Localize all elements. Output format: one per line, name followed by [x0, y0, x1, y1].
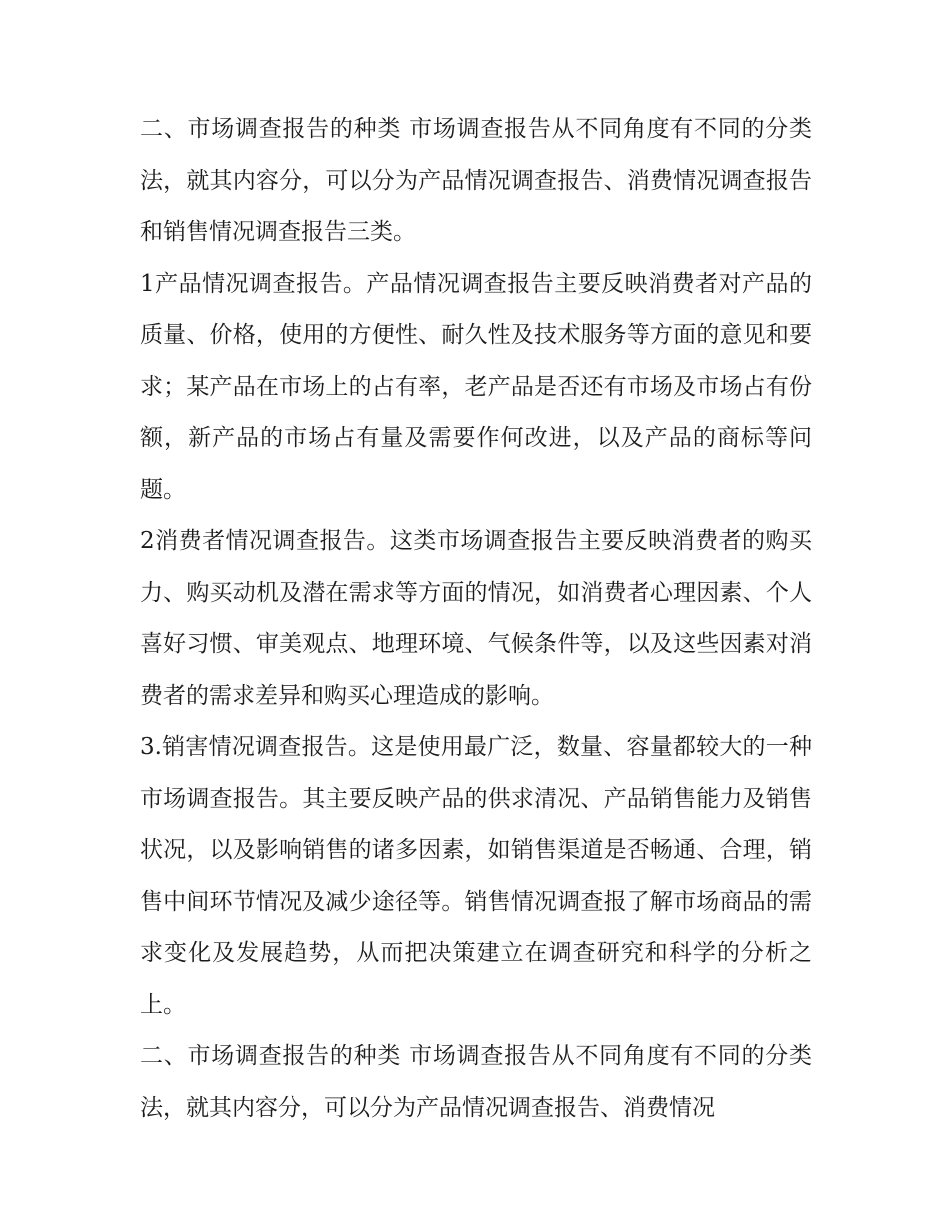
paragraph-types-intro: 二、市场调查报告的种类 市场调查报告从不同角度有不同的分类法，就其内容分，可以分为产品情况调查报告、消费情况调查报告和销售情况调查报告三类。: [140, 116, 812, 245]
paragraph-types-intro-repeat: 二、市场调查报告的种类 市场调查报告从不同角度有不同的分类法，就其内容分，可以分为产品情况调查报告、消费情况: [140, 1043, 812, 1121]
paragraph-product-report: 1产品情况调查报告。产品情况调查报告主要反映消费者对产品的质量、价格，使用的方便性、耐久性及技术服务等方面的意见和要求；某产品在市场上的占有率，老产品是否还有市场及市场占有份额，新产品的市场占有量及需要作何改进，以及产品的商标等问题。: [140, 270, 812, 503]
paragraph-consumer-report: 2消费者情况调查报告。这类市场调查报告主要反映消费者的购买力、购买动机及潜在需求等方面的情况，如消费者心理因素、个人喜好习惯、审美观点、地理环境、气候条件等，以及这些因素对消费者的需求差异和购买心理造成的影响。: [140, 528, 812, 709]
document-body: [140, 104, 812, 1134]
paragraph-sales-report: 3.销害情况调查报告。这是使用最广泛，数量、容量都较大的一种市场调查报告。其主要反映产品的供求清况、产品销售能力及销售状况，以及影响销售的诸多因素，如销售渠道是否畅通、合理，销售中间环节情况及减少途径等。销售情况调查报了解市场商品的需求变化及发展趋势，从而把决策建立在调查研究和科学的分析之上。: [140, 734, 812, 1018]
